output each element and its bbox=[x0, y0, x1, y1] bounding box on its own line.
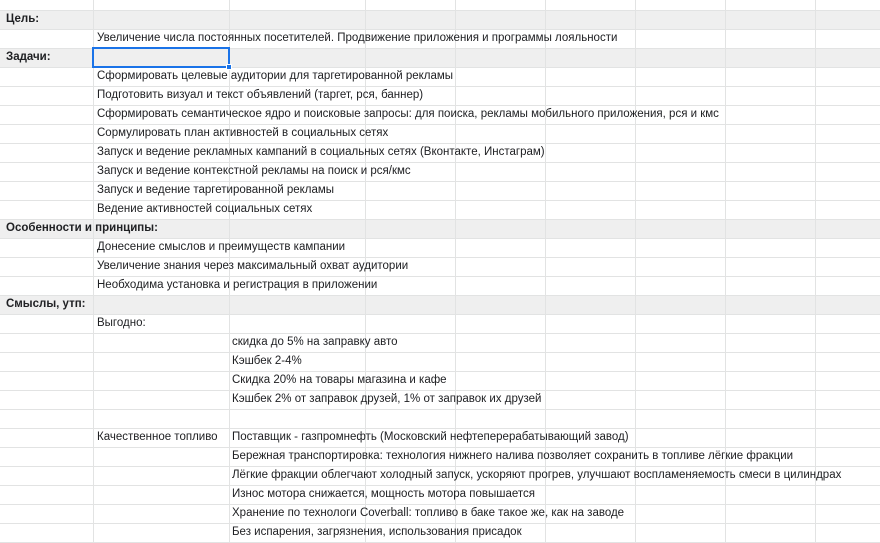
cell[interactable]: Кэшбек 2-4% bbox=[232, 355, 302, 367]
cell[interactable]: Бережная транспортировка: технология нижнего налива позволяет сохранить в топливе лёгкие фракции bbox=[232, 450, 794, 462]
row-gridline bbox=[0, 333, 880, 334]
cell[interactable]: Запуск и ведение таргетированной рекламы bbox=[97, 184, 335, 196]
cell[interactable]: Лёгкие фракции облегчают холодный запуск, ускоряют прогрев, улучшают воспламеняемость смеси в цилиндрах bbox=[232, 469, 842, 481]
selected-cell[interactable] bbox=[92, 47, 230, 68]
cell[interactable]: Запуск и ведение контекстной рекламы на поиск и рся/кмс bbox=[97, 165, 411, 177]
section-header-cell[interactable]: Особенности и принципы: bbox=[6, 222, 158, 234]
cell[interactable]: Запуск и ведение рекламных кампаний в социальных сетях (Вконтакте, Инстаграм) bbox=[97, 146, 545, 158]
cell[interactable]: скидка до 5% на заправку авто bbox=[232, 336, 398, 348]
section-header-cell[interactable]: Задачи: bbox=[6, 51, 51, 63]
cell[interactable]: Необходима установка и регистрация в приложении bbox=[97, 279, 378, 291]
cell[interactable]: Донесение смыслов и преимуществ кампании bbox=[97, 241, 346, 253]
cell[interactable]: Увеличение числа постоянных посетителей. Продвижение приложения и программы лояльности bbox=[97, 32, 618, 44]
section-header-band bbox=[0, 10, 880, 29]
cell[interactable]: Выгодно: bbox=[97, 317, 146, 329]
cell[interactable]: Скидка 20% на товары магазина и кафе bbox=[232, 374, 447, 386]
row-gridline bbox=[0, 409, 880, 410]
cell[interactable]: Сформировать семантическое ядро и поисковые запросы: для поиска, рекламы мобильного приложения, рся и кмс bbox=[97, 108, 719, 120]
cell[interactable]: Сформировать целевые аудитории для таргетированной рекламы bbox=[97, 70, 454, 82]
cell[interactable]: Увеличение знания через максимальный охват аудитории bbox=[97, 260, 409, 272]
cell[interactable]: Подготовить визуал и текст объявлений (таргет, рся, баннер) bbox=[97, 89, 424, 101]
row-gridline bbox=[0, 10, 880, 11]
row-gridline bbox=[0, 295, 880, 296]
section-header-cell[interactable]: Смыслы, утп: bbox=[6, 298, 86, 310]
section-header-band bbox=[0, 295, 880, 314]
cell[interactable]: Износ мотора снижается, мощность мотора повышается bbox=[232, 488, 535, 500]
fill-handle[interactable] bbox=[226, 64, 232, 70]
cell[interactable]: Хранение по технологи Coverball: топливо в баке такое же, как на заводе bbox=[232, 507, 625, 519]
section-header-cell[interactable]: Цель: bbox=[6, 13, 40, 25]
cell[interactable]: Кэшбек 2% от заправок друзей, 1% от заправок их друзей bbox=[232, 393, 542, 405]
row-gridline bbox=[0, 352, 880, 353]
cell[interactable]: Сормулировать план активностей в социальных сетях bbox=[97, 127, 389, 139]
cell[interactable]: Качественное топливо bbox=[97, 431, 218, 443]
cell[interactable]: Без испарения, загрязнения, использования присадок bbox=[232, 526, 522, 538]
cell[interactable]: Поставщик - газпромнефть (Московский нефтеперерабатывающий завод) bbox=[232, 431, 629, 443]
column-gridline bbox=[93, 0, 94, 543]
cell[interactable]: Ведение активностей социальных сетях bbox=[97, 203, 313, 215]
column-gridline bbox=[815, 0, 816, 543]
